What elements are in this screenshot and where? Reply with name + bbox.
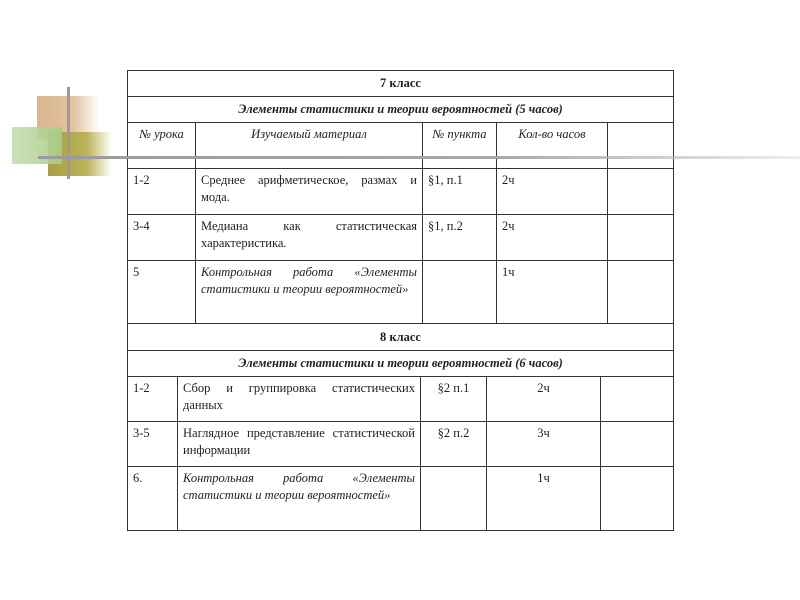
empty-cell — [601, 377, 674, 422]
decorative-vertical-line — [67, 87, 70, 179]
material-cell: Наглядное представление статистической информации — [178, 422, 421, 467]
empty-cell — [601, 467, 674, 531]
empty-cell — [608, 215, 674, 261]
table-row — [128, 169, 674, 215]
header-paragraph: № пункта — [423, 123, 497, 169]
grade8-subtitle: Элементы статистики и теории вероятностей (6 часов) — [128, 351, 674, 377]
paragraph-cell: §1, п.1 — [423, 169, 497, 215]
grade7-title: 7 класс — [128, 71, 674, 97]
table-row — [128, 422, 674, 467]
empty-cell — [608, 261, 674, 324]
paragraph-cell — [423, 261, 497, 324]
decorative-horizontal-line — [38, 156, 800, 159]
material-cell: Медиана как статистическая характеристика. — [196, 215, 423, 261]
header-material: Изучаемый материал — [196, 123, 423, 169]
header-hours: Кол-во часов — [497, 123, 608, 169]
grade8-title: 8 класс — [128, 324, 674, 351]
paragraph-cell: §1, п.2 — [423, 215, 497, 261]
paragraph-cell: §2 п.2 — [421, 422, 487, 467]
paragraph-cell — [421, 467, 487, 531]
empty-cell — [608, 123, 674, 169]
table-row — [128, 467, 674, 531]
lesson-cell: 5 — [128, 261, 196, 324]
lesson-cell: 6. — [128, 467, 178, 531]
lesson-cell: 3-4 — [128, 215, 196, 261]
material-cell: Контрольная работа «Элементы статистики и теории вероятностей» — [178, 467, 421, 531]
empty-cell — [608, 169, 674, 215]
table-row — [128, 261, 674, 324]
hours-cell: 3ч — [487, 422, 601, 467]
table-row — [128, 215, 674, 261]
table-row — [128, 377, 674, 422]
paragraph-cell: §2 п.1 — [421, 377, 487, 422]
hours-cell: 1ч — [497, 261, 608, 324]
hours-cell: 2ч — [497, 169, 608, 215]
lesson-cell: 3-5 — [128, 422, 178, 467]
hours-cell: 2ч — [487, 377, 601, 422]
table-header-row — [128, 123, 674, 169]
material-cell: Контрольная работа «Элементы статистики и теории вероятностей» — [196, 261, 423, 324]
lesson-cell: 1-2 — [128, 377, 178, 422]
grade7-subtitle: Элементы статистики и теории вероятностей (5 часов) — [128, 97, 674, 123]
header-lesson: № урока — [128, 123, 196, 169]
grade8-table — [127, 323, 674, 531]
hours-cell: 1ч — [487, 467, 601, 531]
material-cell: Среднее арифметическое, размах и мода. — [196, 169, 423, 215]
material-cell: Сбор и группировка статистических данных — [178, 377, 421, 422]
lesson-cell: 1-2 — [128, 169, 196, 215]
empty-cell — [601, 422, 674, 467]
hours-cell: 2ч — [497, 215, 608, 261]
grade7-table — [127, 70, 674, 324]
